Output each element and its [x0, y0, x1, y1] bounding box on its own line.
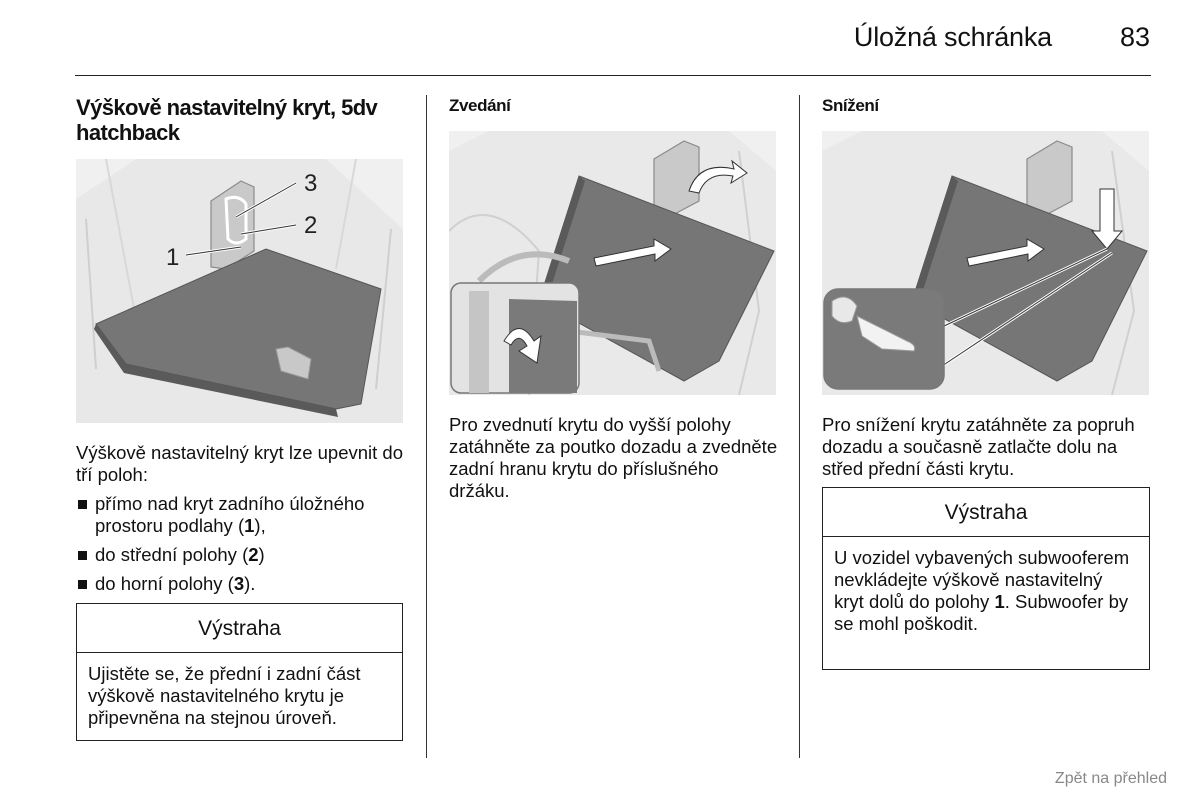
col3-body	[822, 414, 1152, 480]
column-raising	[449, 95, 779, 117]
column-lowering	[822, 95, 1152, 117]
warning-box-2	[822, 487, 1150, 670]
figure-label-1: 1	[166, 244, 180, 271]
bullet-square	[78, 500, 87, 509]
lowering-illustration	[822, 131, 1149, 395]
col2-body	[449, 414, 779, 502]
section-title: Snížení	[822, 96, 879, 115]
header-rule	[75, 75, 1151, 76]
running-header-title: Úložná schránka	[853, 22, 1052, 52]
back-to-overview-link[interactable]: Zpět na přehled	[1054, 770, 1167, 787]
positions-list	[76, 493, 406, 595]
column-divider-1	[426, 95, 427, 758]
figure-label-3: 3	[304, 170, 318, 197]
figure-label-2: 2	[304, 212, 318, 239]
list-item: přímo nad kryt zadního úložného prostoru podlahy (1),	[76, 493, 406, 537]
warning-box-1	[76, 603, 403, 741]
page-number: 83	[1119, 22, 1150, 52]
cover-positions-illustration	[76, 159, 403, 423]
column-height-adjustable-cover	[76, 95, 406, 145]
col1-body	[76, 442, 406, 602]
raising-illustration	[449, 131, 776, 395]
bullet-square	[78, 580, 87, 589]
list-item: do horní polohy (3).	[76, 573, 406, 595]
section-title: Výškově nastavitelný kryt, 5dv hatchback	[76, 95, 378, 145]
warning-text: Ujistěte se, že přední i zadní část výškově nastavitelného krytu je připevněna na stejnou úroveň.	[88, 663, 361, 728]
lowering-text: Pro snížení krytu zatáhněte za popruh dozadu a současně zatlačte dolu na střed přední části krytu.	[822, 414, 1135, 479]
section-title: Zvedání	[449, 96, 511, 115]
warning-text: U vozidel vybavených subwooferem nevkládejte výškově nastavitelný kryt dolů do polohy 1. Subwoofer by se mohl poškodit.	[834, 547, 1130, 634]
warning-title: Výstraha	[77, 604, 402, 653]
warning-title: Výstraha	[823, 488, 1149, 537]
raising-text: Pro zvednutí krytu do vyšší polohy zatáhněte za poutko dozadu a zvedněte zadní hranu krytu do příslušného držáku.	[449, 414, 778, 501]
bullet-square	[78, 551, 87, 560]
column-divider-2	[799, 95, 800, 758]
intro-text: Výškově nastavitelný kryt lze upevnit do tří poloh:	[76, 442, 403, 485]
list-item: do střední polohy (2)	[76, 544, 406, 566]
